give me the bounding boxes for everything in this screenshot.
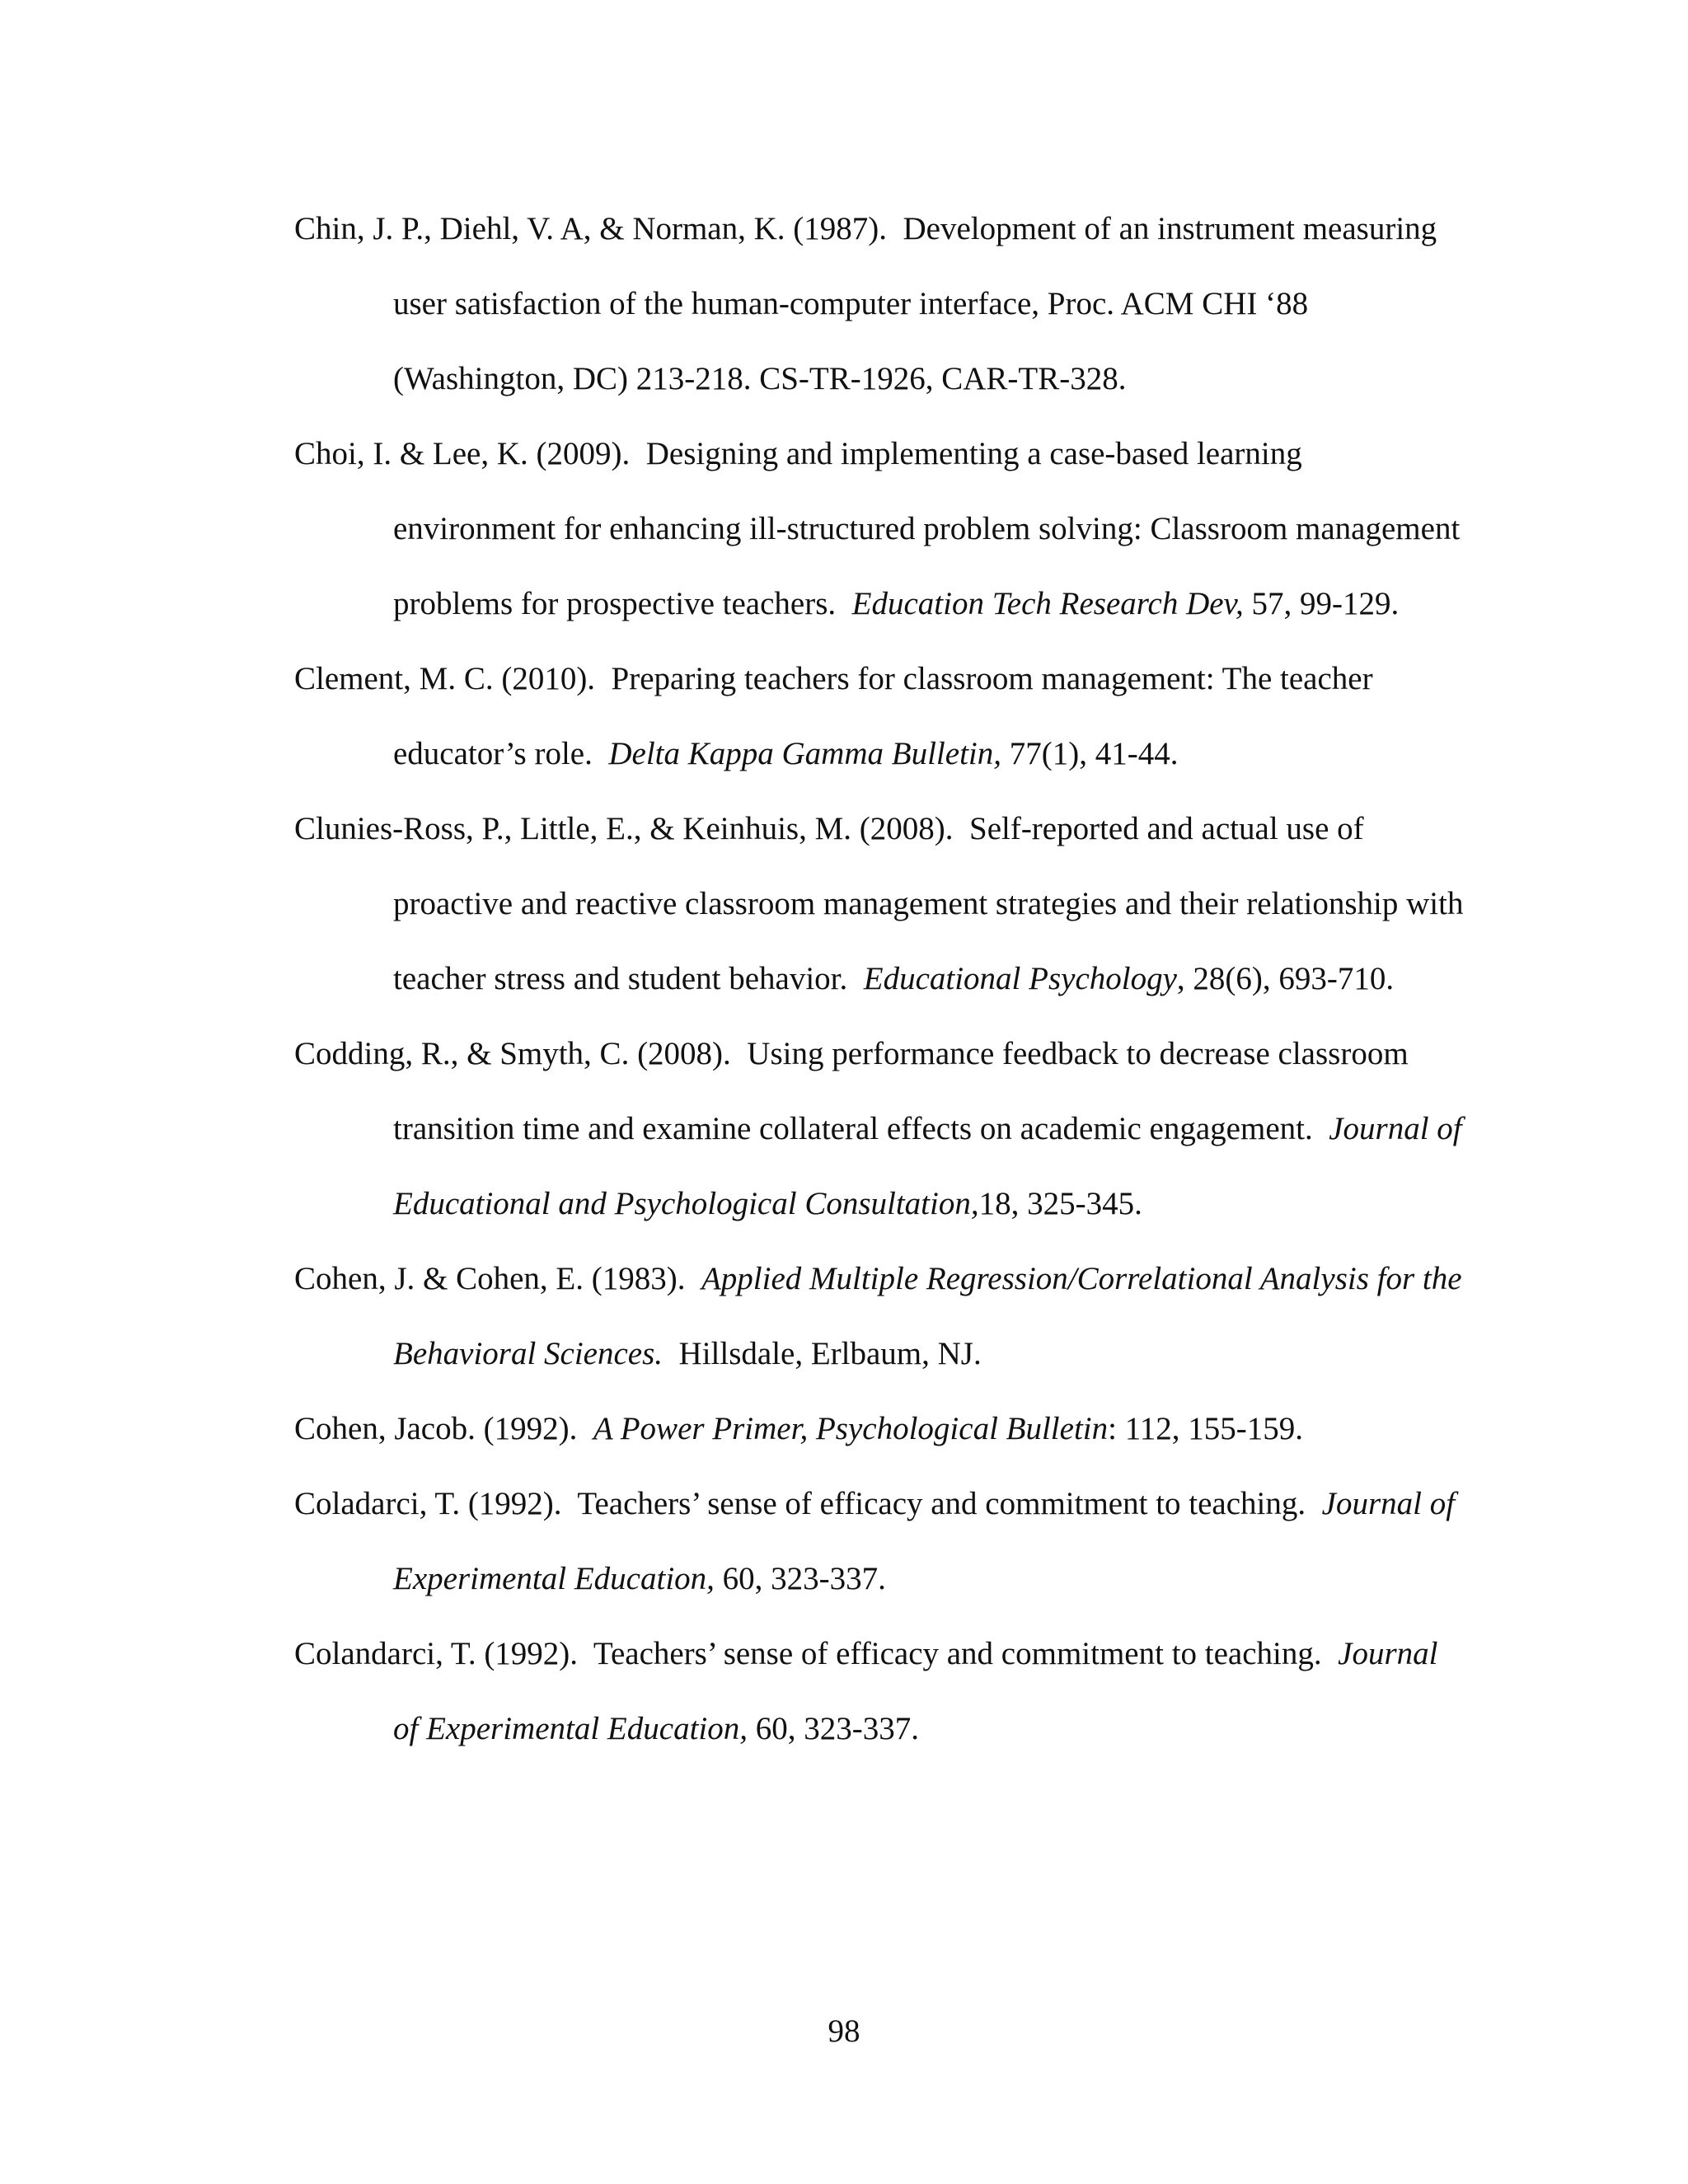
reference-text: Cohen, J. & Cohen, E. (1983).	[294, 1261, 701, 1296]
reference-text: 18, 325-345.	[978, 1186, 1142, 1221]
reference-text: 60, 323-337.	[748, 1711, 919, 1746]
reference-text: Chin, J. P., Diehl, V. A, & Norman, K. (1987). Development of an instrument measuring user satisfaction of the human-computer interface, Proc. ACM CHI ‘88 (Washington, DC) 213-218. CS-TR-1926, CAR-TR-328.	[294, 211, 1445, 396]
reference-list	[294, 191, 1472, 1766]
reference-entry	[294, 1616, 1465, 1766]
reference-entry	[294, 416, 1469, 641]
reference-text: Clement, M. C. (2010). Preparing teachers for classroom management: The teacher educator’s role.	[294, 661, 1381, 771]
reference-text: 77(1), 41-44.	[1001, 736, 1179, 771]
reference-source-title: Applied Multiple Regression/Correlational Analysis for the Behavioral Sciences.	[393, 1261, 1470, 1371]
reference-source-title: Delta Kappa Gamma Bulletin,	[608, 736, 1001, 771]
reference-source-title: Journal of Educational and Psychological Consultation,	[393, 1111, 1470, 1221]
reference-entry	[294, 791, 1472, 1016]
reference-source-title: Educational Psychology	[863, 961, 1177, 996]
reference-text: Codding, R., & Smyth, C. (2008). Using performance feedback to decrease classroom transition time and examine collateral effects on academic engagement.	[294, 1036, 1417, 1146]
reference-entry	[294, 1391, 1465, 1466]
reference-text: Colandarci, T. (1992). Teachers’ sense of efficacy and commitment to teaching.	[294, 1636, 1339, 1671]
reference-source-title: Journal of Experimental Education,	[393, 1486, 1463, 1596]
reference-text: 60, 323-337.	[714, 1561, 886, 1596]
reference-text: Cohen, Jacob. (1992).	[294, 1411, 593, 1446]
reference-source-title: Journal of Experimental Education,	[393, 1636, 1447, 1746]
reference-text: : 112, 155-159.	[1108, 1411, 1304, 1446]
reference-entry	[294, 1466, 1465, 1616]
reference-source-title: A Power Primer, Psychological Bulletin	[593, 1411, 1109, 1446]
reference-text: Choi, I. & Lee, K. (2009). Designing and implementing a case-based learning environment for enhancing ill-structured problem solving: Classroom management problems for prospective teachers.	[294, 436, 1469, 621]
reference-entry	[294, 641, 1465, 791]
reference-entry	[294, 191, 1465, 416]
reference-text: 57, 99-129.	[1243, 586, 1400, 621]
reference-text: Hillsdale, Erlbaum, NJ.	[663, 1336, 982, 1371]
reference-source-title: Education Tech Research Dev,	[851, 586, 1244, 621]
reference-entry	[294, 1241, 1470, 1391]
reference-text: Clunies-Ross, P., Little, E., & Keinhuis, M. (2008). Self-reported and actual use of proactive and reactive classroom management strategies and their relationship with teacher stress and student behavior.	[294, 811, 1472, 996]
reference-entry	[294, 1016, 1470, 1241]
reference-text: , 28(6), 693-710.	[1176, 961, 1395, 996]
page-number: 98	[828, 2013, 860, 2049]
reference-text: Coladarci, T. (1992). Teachers’ sense of efficacy and commitment to teaching.	[294, 1486, 1322, 1521]
